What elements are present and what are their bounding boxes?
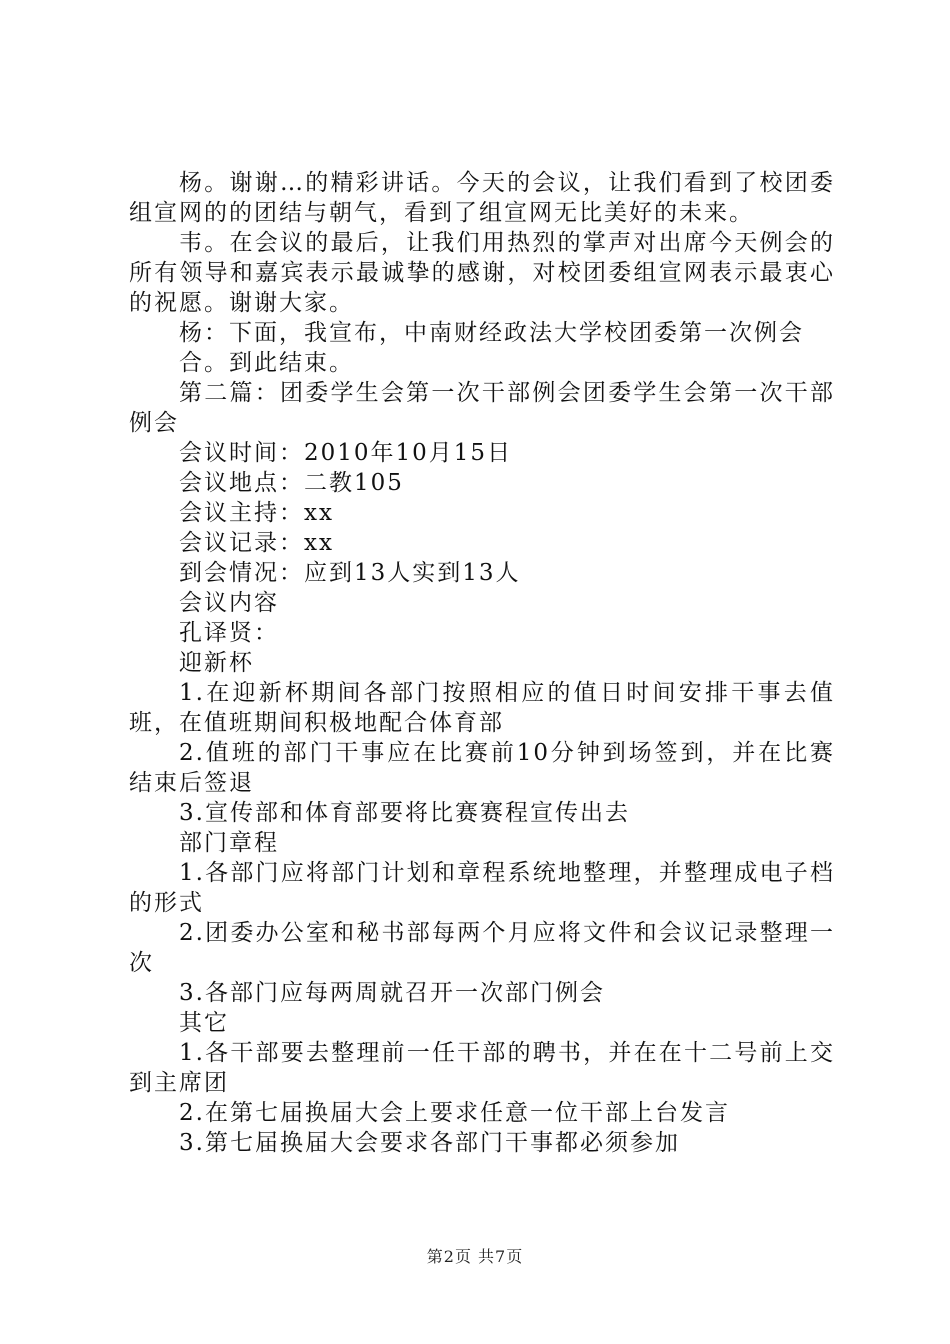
section-heading: 第二篇：团委学生会第一次干部例会团委学生会第一次干部例会 <box>129 380 835 436</box>
list-item: 2.值班的部门干事应在比赛前10分钟到场签到，并在比赛结束后签退 <box>129 740 835 796</box>
list-item: 3.宣传部和体育部要将比赛赛程宣传出去 <box>179 800 630 826</box>
list-item: 3.各部门应每两周就召开一次部门例会 <box>179 980 605 1006</box>
paragraph: 杨：下面，我宣布，中南财经政法大学校团委第一次例会 <box>179 320 804 346</box>
subheading: 部门章程 <box>179 830 279 856</box>
speaker-label: 孔译贤： <box>179 620 279 646</box>
paragraph: 杨。谢谢…的精彩讲话。今天的会议，让我们看到了校团委组宣网的的团结与朝气，看到了组宣网无比美好的未来。 <box>129 170 835 226</box>
paragraph: 韦。在会议的最后，让我们用热烈的掌声对出席今天例会的所有领导和嘉宾表示最诚挚的感谢，对校团委组宣网表示最衷心的祝愿。谢谢大家。 <box>129 230 835 316</box>
meeting-host: 会议主持：xx <box>179 500 334 526</box>
list-item: 2.团委办公室和秘书部每两个月应将文件和会议记录整理一次 <box>129 920 835 976</box>
list-item: 1.各干部要去整理前一任干部的聘书，并在在十二号前上交到主席团 <box>129 1040 835 1096</box>
list-item: 2.在第七届换届大会上要求任意一位干部上台发言 <box>179 1100 730 1126</box>
meeting-location: 会议地点：二教105 <box>179 470 404 496</box>
meeting-recorder: 会议记录：xx <box>179 530 334 556</box>
list-item: 1.在迎新杯期间各部门按照相应的值日时间安排干事去值班，在值班期间积极地配合体育部 <box>129 680 835 736</box>
paragraph: 合。到此结束。 <box>179 350 354 376</box>
subheading: 会议内容 <box>179 590 279 616</box>
meeting-time: 会议时间：2010年10月15日 <box>179 440 513 466</box>
subheading: 其它 <box>179 1010 229 1036</box>
list-item: 1.各部门应将部门计划和章程系统地整理，并整理成电子档的形式 <box>129 860 835 916</box>
document-body <box>129 168 835 1158</box>
list-item: 3.第七届换届大会要求各部门干事都必须参加 <box>179 1130 680 1156</box>
meeting-attendance: 到会情况：应到13人实到13人 <box>179 560 521 586</box>
page-footer: 第2页 共7页 <box>426 1247 524 1266</box>
subheading: 迎新杯 <box>179 650 254 676</box>
